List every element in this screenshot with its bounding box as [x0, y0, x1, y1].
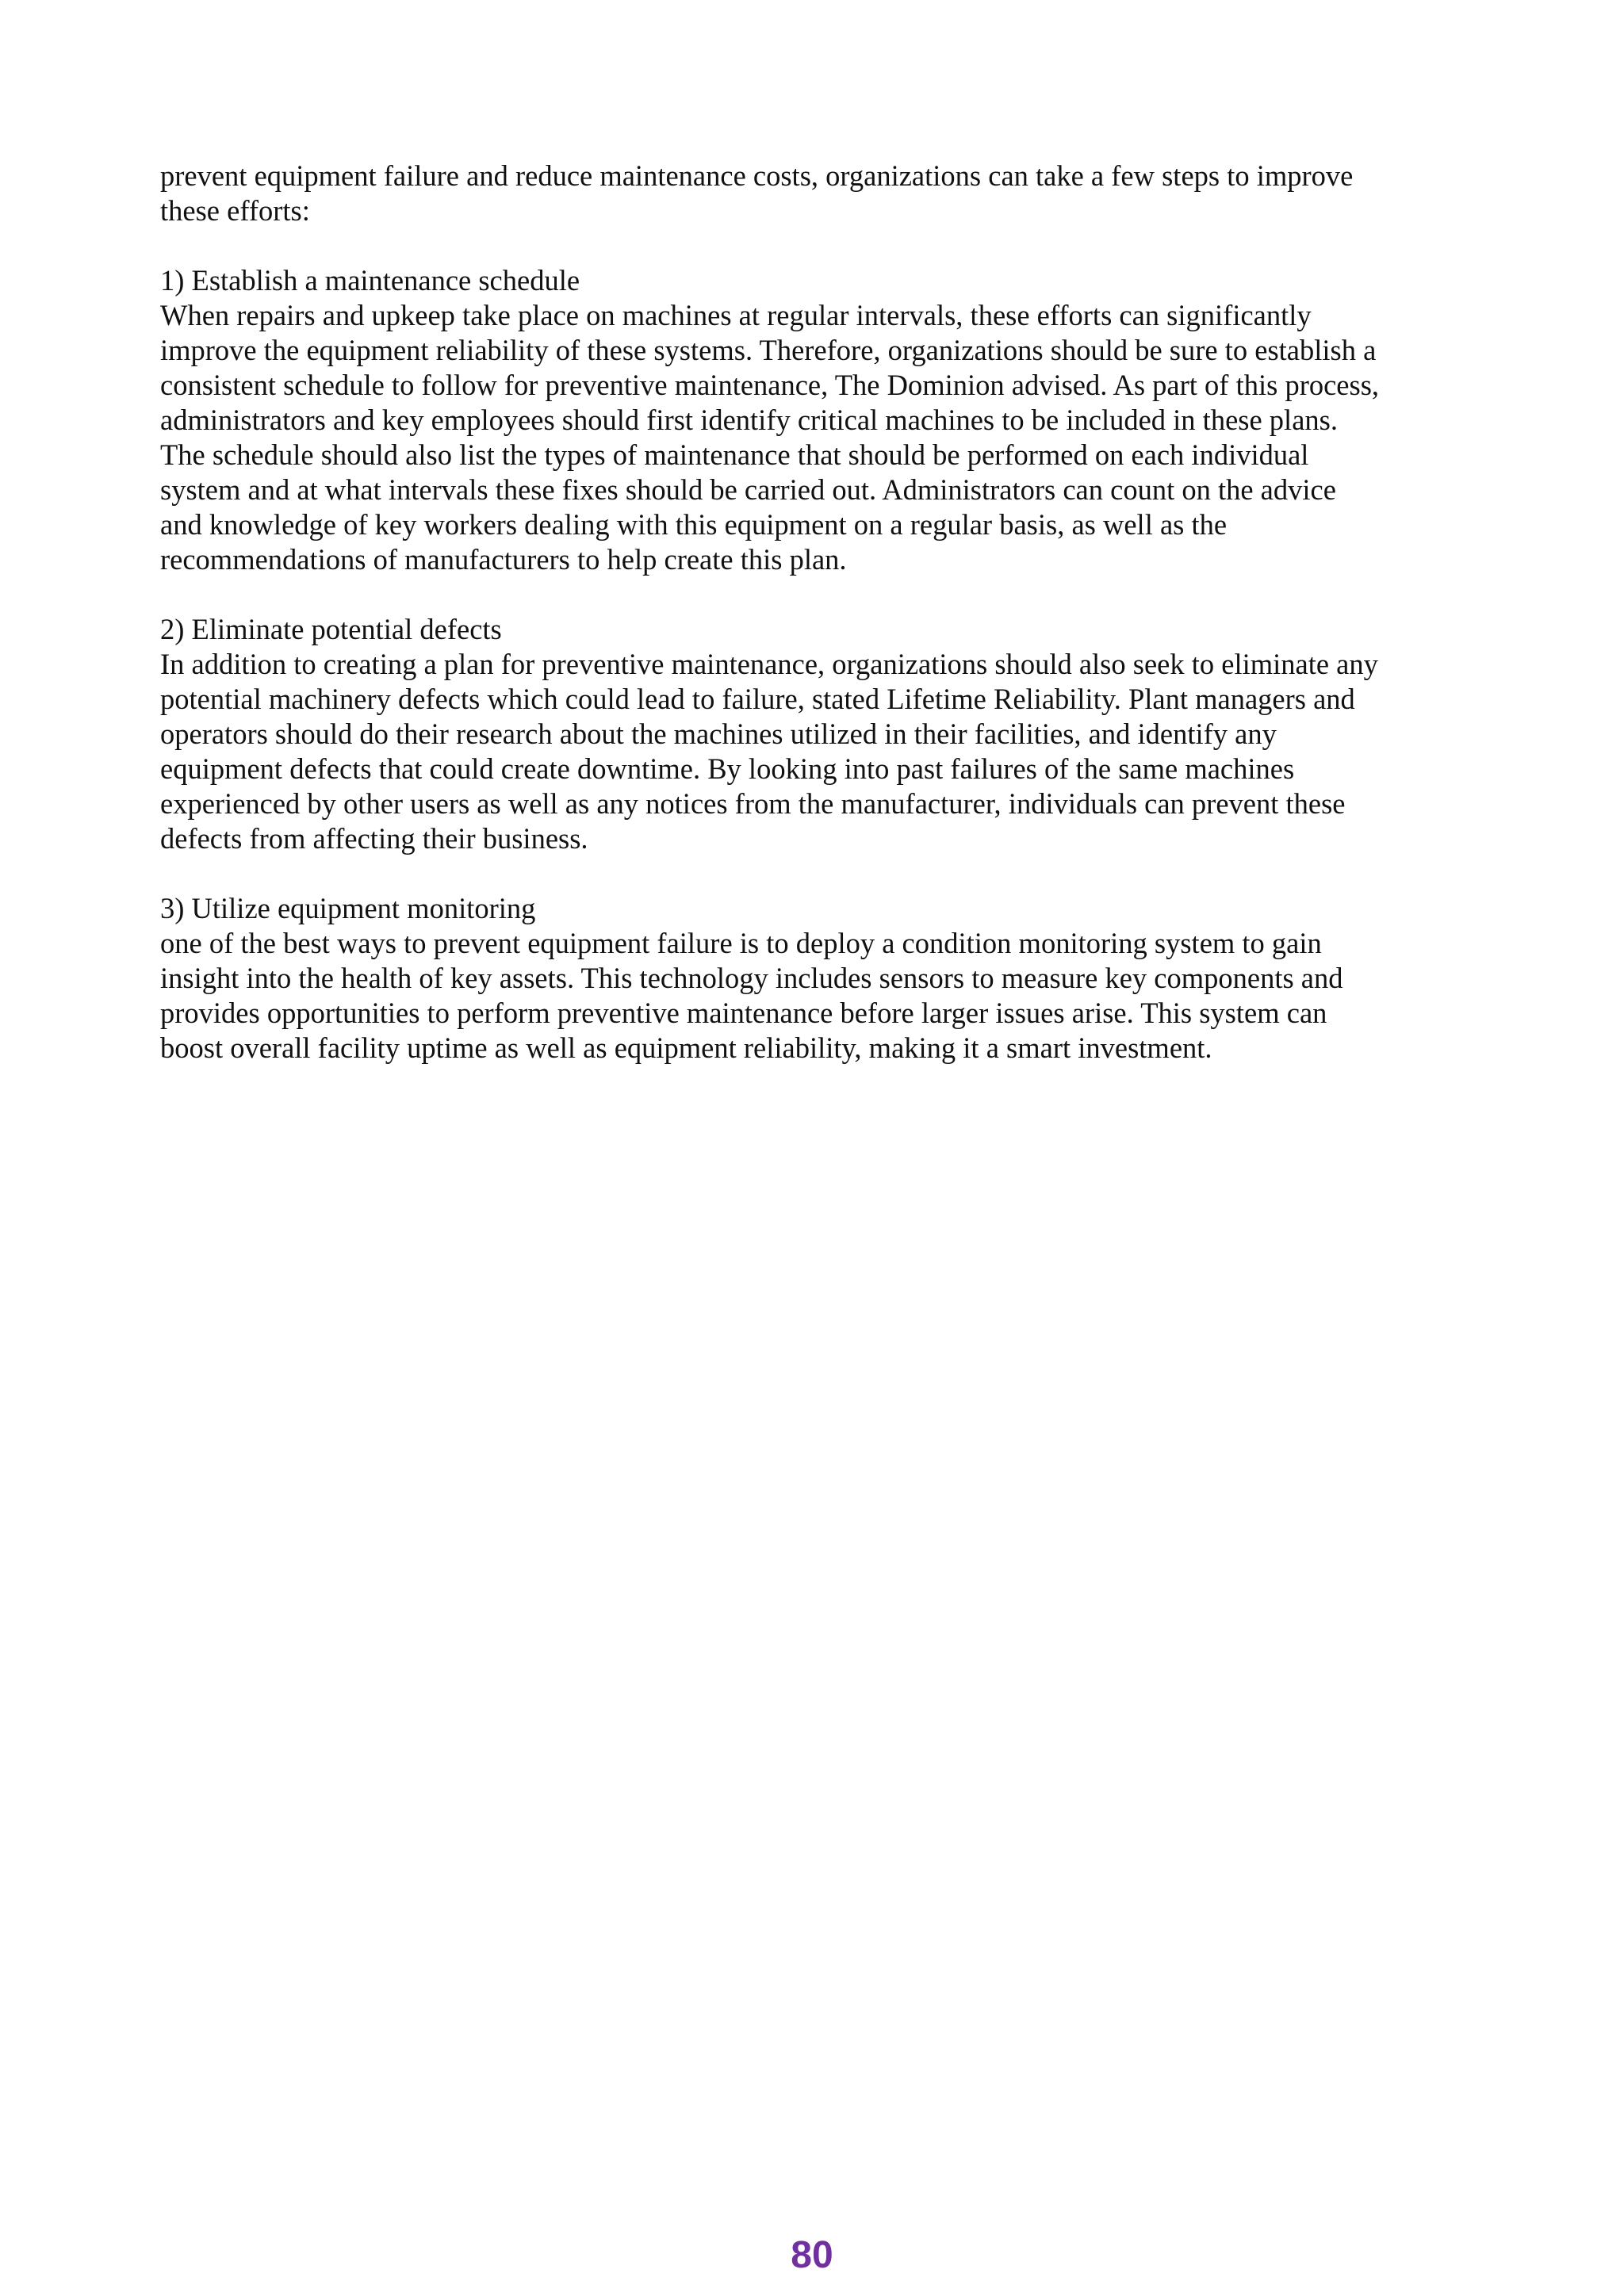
- page-number: 80: [791, 2234, 833, 2276]
- paragraph-spacer: [160, 577, 1461, 612]
- section-body-3: one of the best ways to prevent equipment failure is to deploy a condition monitoring system to gain insight into the health of key assets. This technology includes sensors to measure key components and provides opportunities to perform preventive maintenance before larger issues arise. This system can boost overall facility uptime as well as equipment reliability, making it a smart investment.: [160, 927, 1343, 1064]
- document-body: [160, 159, 1461, 1066]
- section-body-2: In addition to creating a plan for preventive maintenance, organizations should also seek to eliminate any potential machinery defects which could lead to failure, stated Lifetime Reliability. Plant managers and operators should do their research about the machines utilized in their facilities, and identify any equipment defects that could create downtime. By looking into past failures of the same machines experienced by other users as well as any notices from the manufacturer, individuals can prevent these defects from affecting their business.: [160, 648, 1378, 855]
- paragraph-spacer: [160, 228, 1461, 263]
- section-body-1: When repairs and upkeep take place on machines at regular intervals, these efforts can significantly improve the equipment reliability of these systems. Therefore, organizations should be sure to establish a consistent schedule to follow for preventive maintenance, The Dominion advised. As part of this process, administrators and key employees should first identify critical machines to be included in these plans. The schedule should also list the types of maintenance that should be performed on each individual system and at what intervals these fixes should be carried out. Administrators can count on the advice and knowledge of key workers dealing with this equipment on a regular basis, as well as the recommendations of manufacturers to help create this plan.: [160, 299, 1380, 576]
- section-heading-1: 1) Establish a maintenance schedule: [160, 264, 580, 297]
- section-heading-3: 3) Utilize equipment monitoring: [160, 892, 536, 924]
- intro-paragraph: prevent equipment failure and reduce maintenance costs, organizations can take a few steps to improve these efforts:: [160, 159, 1354, 227]
- paragraph-spacer: [160, 856, 1461, 891]
- section-heading-2: 2) Eliminate potential defects: [160, 613, 502, 645]
